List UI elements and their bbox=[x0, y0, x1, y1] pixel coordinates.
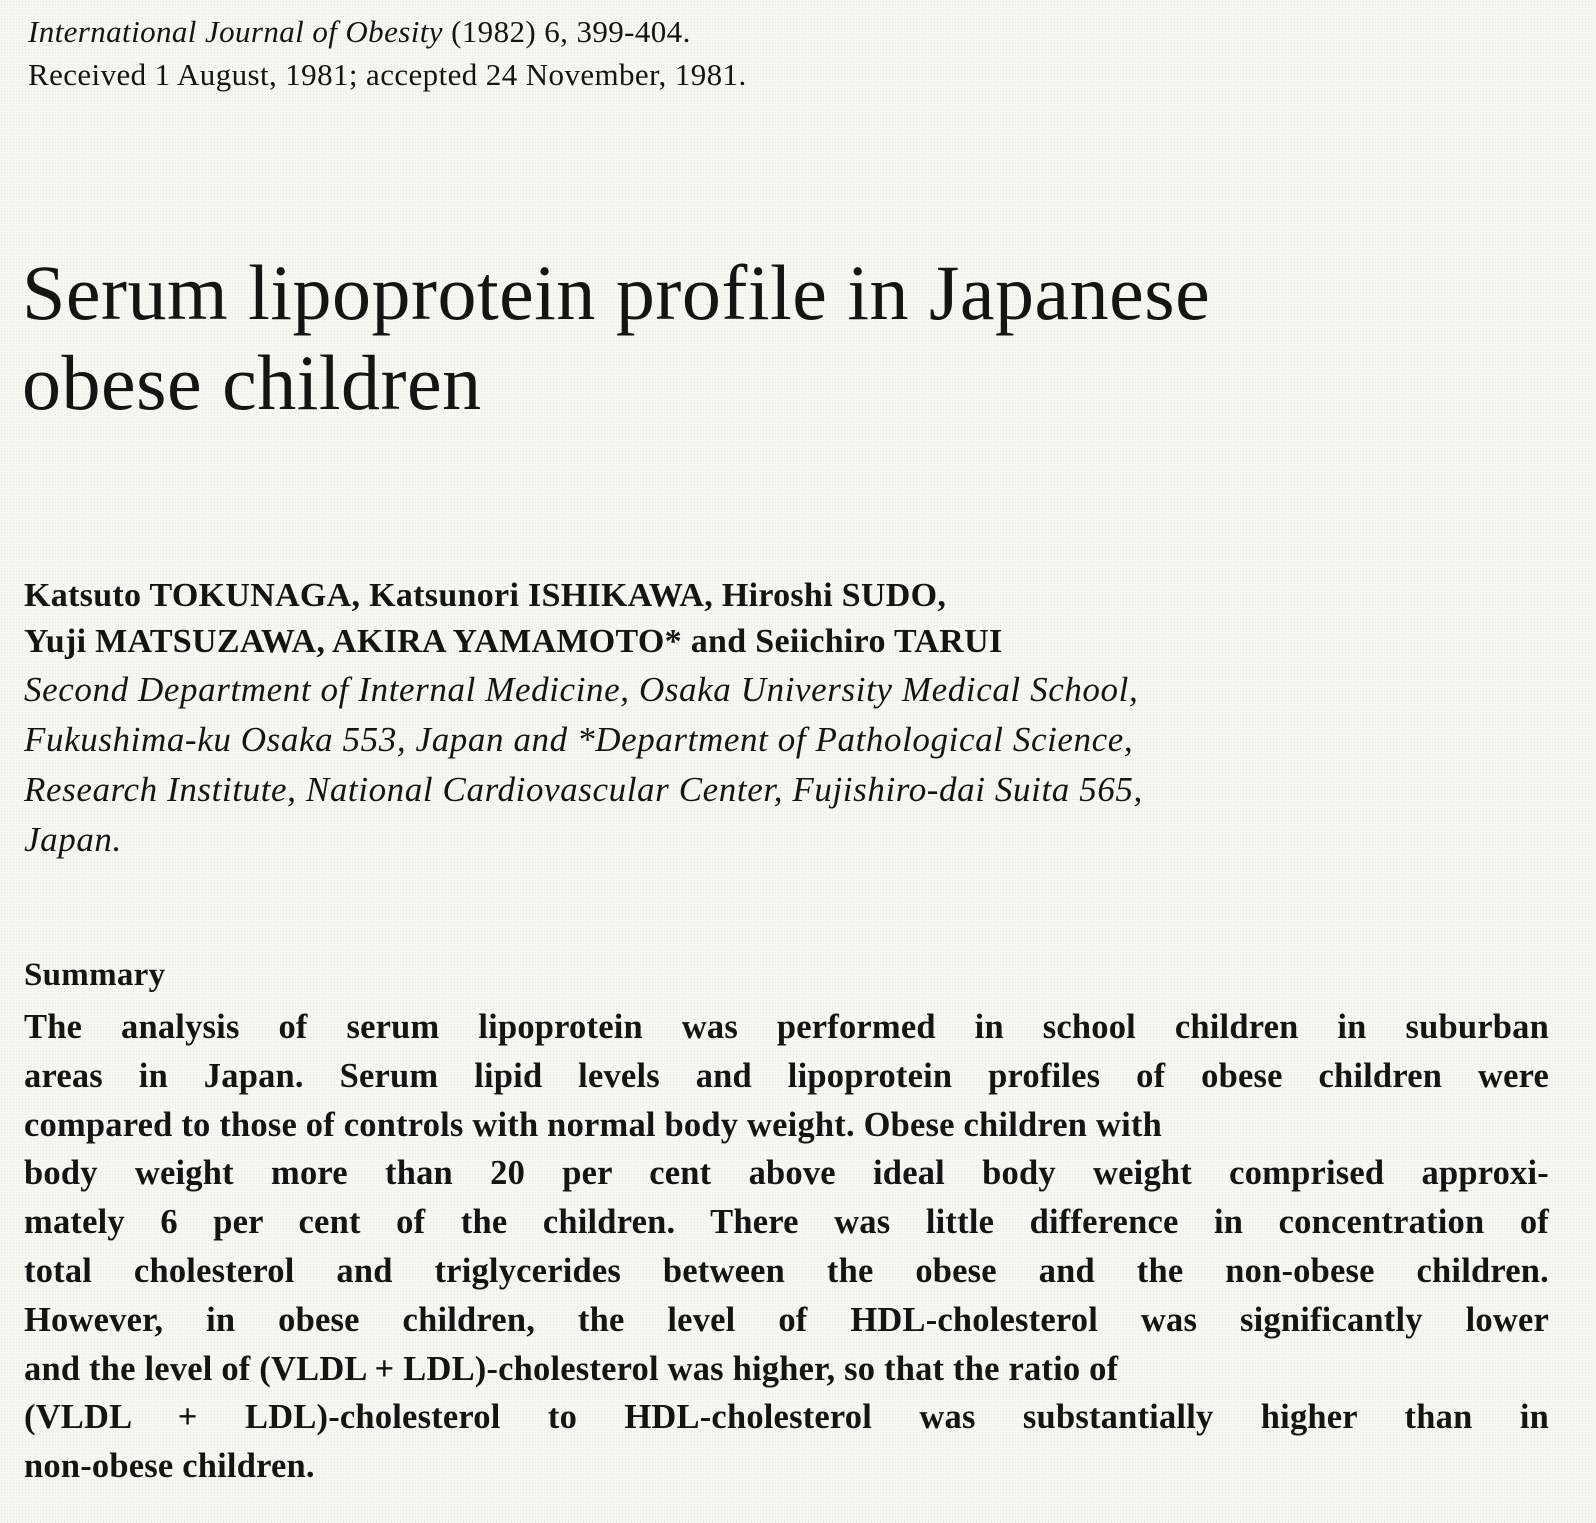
summary-line: total cholesterol and triglycerides between the obese and the non-obese children. bbox=[24, 1251, 1549, 1290]
paper-title-line-2: obese children bbox=[22, 339, 482, 426]
received-dates: Received 1 August, 1981; accepted 24 November, 1981. bbox=[28, 57, 747, 92]
summary-line: non-obese children. bbox=[24, 1447, 315, 1486]
affiliation-line-1: Second Department of Internal Medicine, Osaka University Medical School, bbox=[24, 670, 1139, 709]
summary-line: However, in obese children, the level of HDL-cholesterol was significantly lower bbox=[24, 1300, 1549, 1339]
journal-name: International Journal of Obesity bbox=[28, 14, 443, 49]
paper-title-line-1: Serum lipoprotein profile in Japanese bbox=[22, 249, 1211, 336]
paper-title bbox=[22, 248, 1522, 428]
affiliation-line-3: Research Institute, National Cardiovascular Center, Fujishiro-dai Suita 565, bbox=[24, 770, 1143, 809]
summary-line: compared to those of controls with normal body weight. Obese children with bbox=[24, 1105, 1162, 1144]
summary-line: mately 6 per cent of the children. There was little difference in concentration of bbox=[24, 1203, 1549, 1242]
affiliation-line-2: Fukushima-ku Osaka 553, Japan and *Department of Pathological Science, bbox=[24, 720, 1134, 759]
author-list bbox=[24, 573, 1524, 665]
affiliation-line-4: Japan. bbox=[24, 820, 122, 859]
author-list-line-2: Yuji MATSUZAWA, AKIRA YAMAMOTO* and Seiichiro TARUI bbox=[24, 623, 1003, 660]
summary-line: The analysis of serum lipoprotein was performed in school children in suburban bbox=[24, 1008, 1549, 1046]
summary-line: and the level of (VLDL + LDL)-cholesterol was higher, so that the ratio of bbox=[24, 1349, 1119, 1388]
summary-line: areas in Japan. Serum lipid levels and lipoprotein profiles of obese children were bbox=[24, 1056, 1549, 1095]
summary-line: (VLDL + LDL)-cholesterol to HDL-cholesterol was substantially higher than in bbox=[24, 1398, 1549, 1437]
affiliation bbox=[24, 665, 1544, 865]
summary-heading: Summary bbox=[24, 957, 166, 993]
citation-header bbox=[28, 10, 747, 96]
summary-line: body weight more than 20 per cent above ideal body weight comprised approxi- bbox=[24, 1154, 1549, 1193]
author-list-line-1: Katsuto TOKUNAGA, Katsunori ISHIKAWA, Hiroshi SUDO, bbox=[24, 577, 947, 614]
journal-reference: (1982) 6, 399-404. bbox=[451, 14, 691, 49]
summary-body bbox=[24, 1003, 1549, 1491]
